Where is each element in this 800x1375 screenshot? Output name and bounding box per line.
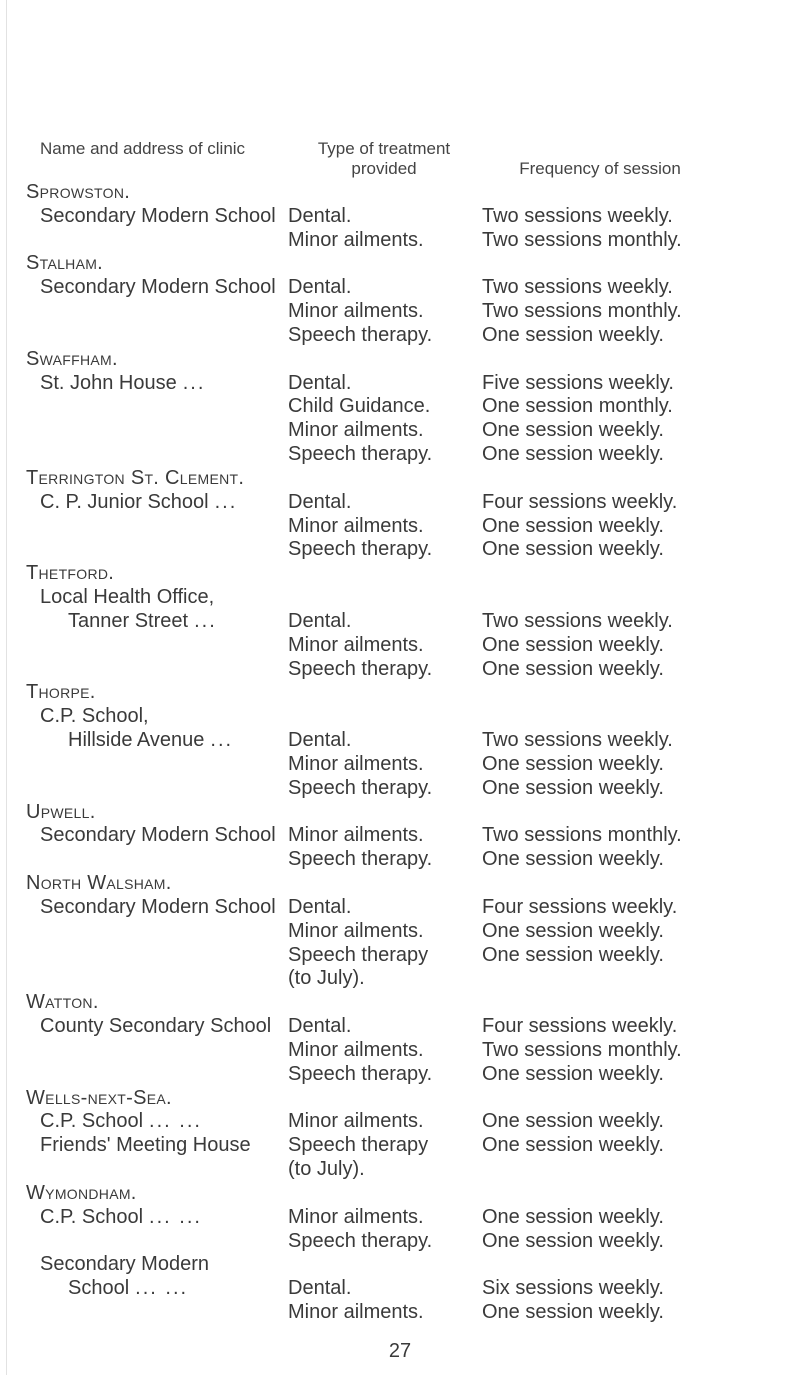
session-frequency: One session weekly. (482, 658, 664, 680)
session-frequency: Two sessions weekly. (482, 276, 673, 298)
session-frequency: One session weekly. (482, 920, 664, 942)
town-name: Sprowston. (26, 181, 131, 203)
leader-dots: ... ... (149, 1206, 202, 1228)
clinic-name (40, 275, 276, 299)
session-frequency: Two sessions weekly. (482, 610, 673, 632)
treatment-type: (to July). (288, 1158, 365, 1180)
clinic-name (40, 1109, 202, 1133)
treatment-type: Speech therapy. (288, 848, 433, 870)
treatment-type: Minor ailments. (288, 634, 424, 656)
treatment-type: Minor ailments. (288, 1039, 424, 1061)
session-frequency: One session weekly. (482, 1206, 664, 1228)
session-frequency: One session weekly. (482, 944, 664, 966)
clinic-name (40, 823, 276, 847)
session-frequency: One session weekly. (482, 753, 664, 775)
clinic-name (40, 895, 276, 919)
clinic-name (68, 609, 217, 633)
treatment-type: Minor ailments. (288, 1110, 424, 1132)
session-frequency: One session weekly. (482, 419, 664, 441)
session-frequency: Five sessions weekly. (482, 372, 674, 394)
treatment-type: Minor ailments. (288, 1301, 424, 1323)
session-frequency: Four sessions weekly. (482, 491, 678, 513)
clinic-name (40, 1205, 202, 1229)
leader-dots: ... (182, 372, 206, 394)
treatment-type: Speech therapy. (288, 777, 433, 799)
clinic-name-text: County Secondary School (40, 1015, 272, 1037)
clinic-name-line: C.P. School, (40, 705, 149, 727)
town-name: North Walsham. (26, 872, 172, 894)
clinic-name-text: C. P. Junior School (40, 491, 209, 513)
treatment-type: Speech therapy. (288, 658, 433, 680)
session-frequency: Two sessions monthly. (482, 229, 682, 251)
session-frequency: One session weekly. (482, 1063, 664, 1085)
town-name: Thorpe. (26, 681, 96, 703)
treatment-type: Dental. (288, 372, 352, 394)
town-name: Upwell. (26, 801, 96, 823)
treatment-type: Dental. (288, 1015, 352, 1037)
treatment-type: Minor ailments. (288, 824, 424, 846)
treatment-type: Speech therapy (288, 944, 429, 966)
treatment-type: Speech therapy. (288, 538, 433, 560)
treatment-type: Speech therapy (288, 1134, 429, 1156)
clinic-name (40, 204, 276, 228)
clinic-name (40, 1133, 251, 1157)
scan-margin-line (6, 0, 7, 1375)
session-frequency: Two sessions monthly. (482, 824, 682, 846)
treatment-type: Minor ailments. (288, 920, 424, 942)
session-frequency: Four sessions weekly. (482, 1015, 678, 1037)
treatment-type: Dental. (288, 896, 352, 918)
session-frequency: One session weekly. (482, 1134, 664, 1156)
clinic-name-line: Local Health Office, (40, 586, 215, 608)
treatment-type: Minor ailments. (288, 419, 424, 441)
clinic-name-text: Secondary Modern School (40, 276, 276, 298)
town-name: Swaffham. (26, 348, 118, 370)
town-name: Thetford. (26, 562, 115, 584)
leader-dots: ... ... (149, 1110, 202, 1132)
clinic-name-text: Friends' Meeting House (40, 1134, 251, 1156)
treatment-type: Dental. (288, 205, 352, 227)
clinic-name-line: Secondary Modern (40, 1253, 209, 1275)
clinic-name-text: Secondary Modern School (40, 205, 276, 227)
session-frequency: Two sessions weekly. (482, 729, 673, 751)
treatment-type: Dental. (288, 610, 352, 632)
header-frequency: Frequency of session (519, 159, 681, 178)
clinic-name-text: Hillside Avenue (68, 729, 205, 751)
session-frequency: One session weekly. (482, 1301, 664, 1323)
treatment-type: Dental. (288, 276, 352, 298)
session-frequency: One session weekly. (482, 1110, 664, 1132)
session-frequency: One session weekly. (482, 1230, 664, 1252)
treatment-type: Dental. (288, 491, 352, 513)
treatment-type: Speech therapy. (288, 443, 433, 465)
leader-dots: ... ... (135, 1277, 189, 1299)
clinic-name-text: Secondary Modern School (40, 896, 276, 918)
leader-dots: ... (210, 729, 234, 751)
session-frequency: One session weekly. (482, 324, 664, 346)
clinic-name-text: St. John House (40, 372, 177, 394)
session-frequency: Two sessions monthly. (482, 300, 682, 322)
treatment-type: Speech therapy. (288, 1230, 433, 1252)
treatment-type: Speech therapy. (288, 1063, 433, 1085)
session-frequency: One session weekly. (482, 443, 664, 465)
town-name: Wells-next-Sea. (26, 1087, 172, 1109)
clinic-name-text: Secondary Modern School (40, 824, 276, 846)
town-name: Stalham. (26, 252, 104, 274)
treatment-type: Minor ailments. (288, 229, 424, 251)
treatment-type: Minor ailments. (288, 1206, 424, 1228)
clinic-name-text: School (68, 1277, 130, 1299)
treatment-type: Minor ailments. (288, 515, 424, 537)
clinic-name (68, 1276, 188, 1300)
town-name: Wymondham. (26, 1182, 137, 1204)
session-frequency: One session weekly. (482, 538, 664, 560)
treatment-type: Dental. (288, 1277, 352, 1299)
session-frequency: One session weekly. (482, 848, 664, 870)
clinic-name (68, 728, 233, 752)
clinic-name (40, 371, 205, 395)
town-name: Terrington St. Clement. (26, 467, 245, 489)
treatment-type: (to July). (288, 967, 365, 989)
treatment-type: Child Guidance. (288, 395, 431, 417)
treatment-type: Minor ailments. (288, 753, 424, 775)
session-frequency: Two sessions monthly. (482, 1039, 682, 1061)
header-clinic: Name and address of clinic (40, 139, 246, 158)
treatment-type: Dental. (288, 729, 352, 751)
clinic-name-text: C.P. School (40, 1110, 144, 1132)
clinic-name (40, 1014, 271, 1038)
clinic-name-text: Tanner Street (68, 610, 189, 632)
town-name: Watton. (26, 991, 99, 1013)
session-frequency: One session weekly. (482, 634, 664, 656)
leader-dots: ... (194, 610, 217, 632)
clinic-name-text: C.P. School (40, 1206, 144, 1228)
session-frequency: Two sessions weekly. (482, 205, 673, 227)
clinic-name (40, 490, 237, 514)
treatment-type: Minor ailments. (288, 300, 424, 322)
page-number: 27 (388, 1340, 412, 1362)
treatment-type: Speech therapy. (288, 324, 433, 346)
leader-dots: ... (214, 491, 238, 513)
session-frequency: One session weekly. (482, 777, 664, 799)
session-frequency: One session weekly. (482, 515, 664, 537)
session-frequency: Six sessions weekly. (482, 1277, 664, 1299)
session-frequency: One session monthly. (482, 395, 673, 417)
session-frequency: Four sessions weekly. (482, 896, 678, 918)
header-treatment: Type of treatment provided (317, 139, 451, 178)
